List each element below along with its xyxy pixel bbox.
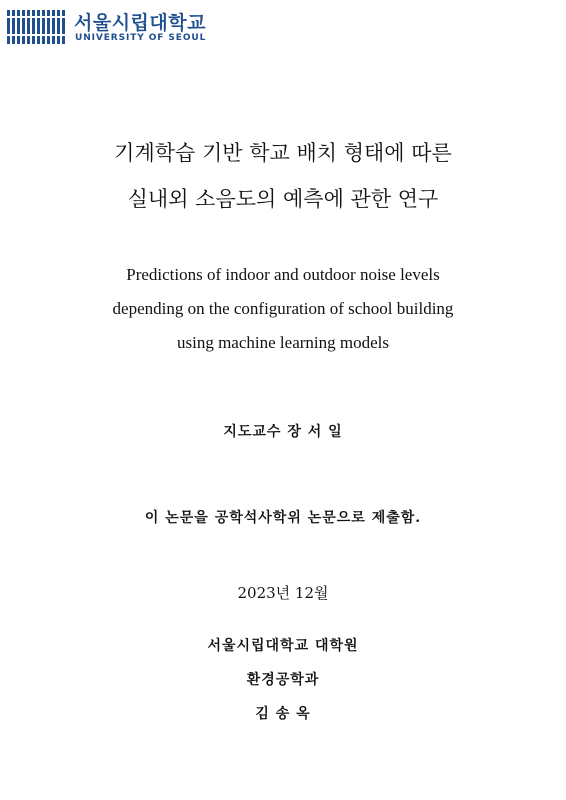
advisor-line: 지도교수 장 서 일 xyxy=(223,424,343,440)
english-title-line-3: using machine learning models xyxy=(177,333,389,352)
department-line: 환경공학과 xyxy=(246,672,320,688)
author-line: 김 송 옥 xyxy=(255,706,311,722)
logo-emblem-icon xyxy=(6,10,68,44)
korean-title-line-2: 실내외 소음도의 예측에 관한 연구 xyxy=(127,187,439,211)
date-line: 2023년 12월 xyxy=(237,584,329,602)
submission-statement: 이 논문을 공학석사학위 논문으로 제출함. xyxy=(144,510,422,526)
logo-korean-name: 서울시립대학교 xyxy=(74,12,206,34)
university-logo xyxy=(6,6,216,46)
school-line: 서울시립대학교 대학원 xyxy=(207,638,359,654)
logo-english-name: UNIVERSITY OF SEOUL xyxy=(75,33,207,43)
english-title-line-2: depending on the configuration of school building xyxy=(112,299,454,318)
english-title-line-1: Predictions of indoor and outdoor noise levels xyxy=(126,265,440,284)
korean-title-line-1: 기계학습 기반 학교 배치 형태에 따른 xyxy=(114,141,452,165)
